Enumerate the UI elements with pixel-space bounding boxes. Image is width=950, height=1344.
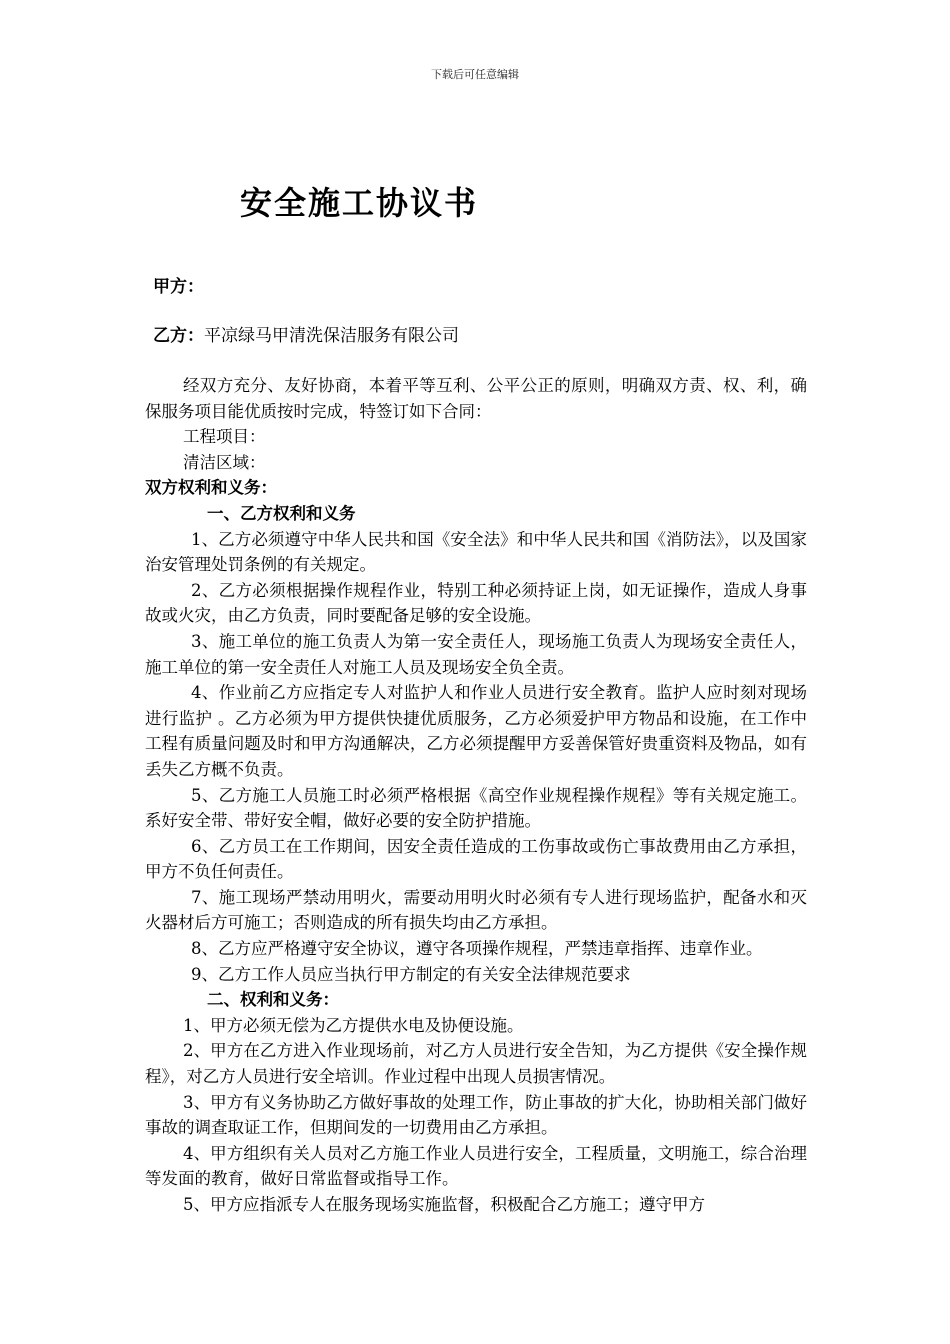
section-2-item: 4、甲方组织有关人员对乙方施工作业人员进行安全，工程质量，文明施工，综合治理等发面的教育，做好日常监督或指导工作。 bbox=[145, 1143, 807, 1189]
project-label: 工程项目： bbox=[183, 427, 266, 447]
section-1-item: 9、乙方工作人员应当执行甲方制定的有关安全法律规范要求 bbox=[191, 964, 631, 984]
section-1-item: 5、乙方施工人员施工时必须严格根据《高空作业规程操作规程》等有关规定施工。系好安全带、带好安全帽，做好必要的安全防护措施。 bbox=[145, 785, 807, 831]
section-2-item: 2、甲方在乙方进入作业现场前，对乙方人员进行安全告知，为乙方提供《安全操作规程》，对乙方人员进行安全培训。作业过程中出现人员损害情况。 bbox=[145, 1041, 807, 1087]
agreement-body bbox=[145, 373, 807, 1218]
section-1-item: 8、乙方应严格遵守安全协议，遵守各项操作规程，严禁违章指挥、违章作业。 bbox=[191, 939, 763, 959]
area-label: 清洁区域： bbox=[183, 452, 266, 472]
party-b-line bbox=[153, 324, 459, 348]
section-1-item: 7、施工现场严禁动用明火，需要动用明火时必须有专人进行现场监护，配备水和灭火器材后方可施工；否则造成的所有损失均由乙方承担。 bbox=[145, 887, 807, 933]
section-1-item: 1、乙方必须遵守中华人民共和国《安全法》和中华人民共和国《消防法》，以及国家治安管理处罚条例的有关规定。 bbox=[145, 529, 807, 575]
section-2-item: 1、甲方必须无偿为乙方提供水电及协便设施。 bbox=[183, 1015, 524, 1035]
party-b-label: 乙方： bbox=[153, 326, 204, 346]
rights-heading: 双方权利和义务： bbox=[145, 478, 277, 498]
section-1-item: 6、乙方员工在工作期间，因安全责任造成的工伤事故或伤亡事故费用由乙方承担，甲方不负任何责任。 bbox=[145, 836, 807, 882]
section-2-item: 3、甲方有义务协助乙方做好事故的处理工作，防止事故的扩大化，协助相关部门做好事故的调查取证工作，但期间发的一切费用由乙方承担。 bbox=[145, 1092, 807, 1138]
party-a-line bbox=[153, 275, 204, 299]
section-1-item: 3、施工单位的施工负责人为第一安全责任人，现场施工负责人为现场安全责任人，施工单位的第一安全责任人对施工人员及现场安全负全责。 bbox=[145, 631, 807, 677]
section-1-item: 4、作业前乙方应指定专人对监护人和作业人员进行安全教育。监护人应时刻对现场进行监护 。乙方必须为甲方提供快捷优质服务，乙方必须爱护甲方物品和设施，在工作中工程有质量问题及时和甲方沟通解决，乙方必须提醒甲方妥善保管好贵重资料及物品，如有丢失乙方概不负责。 bbox=[145, 683, 807, 779]
document-title: 安全施工协议书 bbox=[240, 184, 479, 222]
section-2-item: 5、甲方应指派专人在服务现场实施监督，积极配合乙方施工；遵守甲方 bbox=[183, 1195, 705, 1214]
party-b-value: 平凉绿马甲清洗保洁服务有限公司 bbox=[204, 326, 459, 346]
section-1-item: 2、乙方必须根据操作规程作业，特别工种必须持证上岗，如无证操作，造成人身事故或火灾，由乙方负责，同时要配备足够的安全设施。 bbox=[145, 580, 807, 626]
party-a-label: 甲方： bbox=[153, 277, 204, 297]
header-note: 下载后可任意编辑 bbox=[431, 68, 519, 81]
section-2-heading: 二、权利和义务： bbox=[207, 990, 339, 1010]
section-1-heading: 一、乙方权利和义务 bbox=[207, 503, 356, 523]
intro-paragraph: 经双方充分、友好协商，本着平等互利、公平公正的原则，明确双方责、权、利，确保服务项目能优质按时完成，特签订如下合同： bbox=[145, 376, 807, 421]
